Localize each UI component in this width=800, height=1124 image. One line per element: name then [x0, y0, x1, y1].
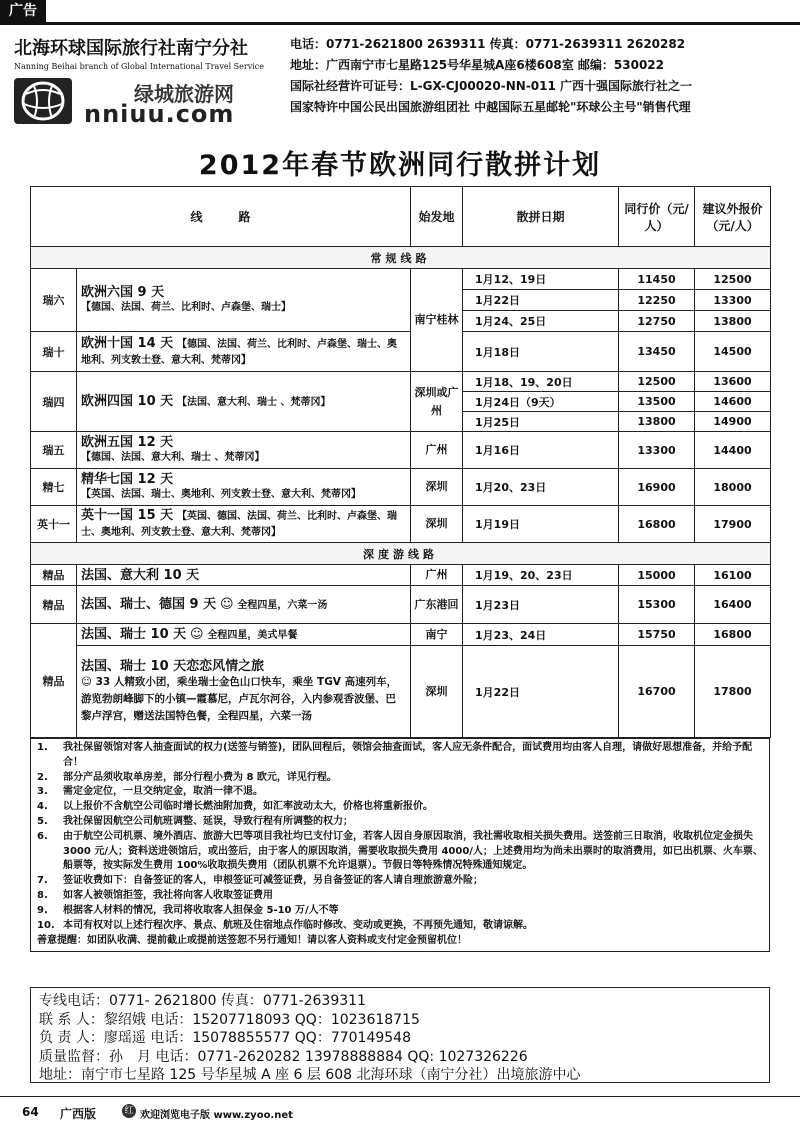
- departure-city: 广东港回: [411, 586, 463, 624]
- table-header-row: [31, 187, 771, 247]
- contact-footer: [30, 987, 770, 1083]
- tour-date: 1月16日: [463, 432, 619, 469]
- note-number: 1.: [37, 742, 48, 753]
- tour-date: 1月12、19日: [463, 269, 619, 290]
- tour-date: 1月24、25日: [463, 311, 619, 332]
- note-item: [37, 889, 763, 904]
- route-code: 瑞六: [31, 269, 77, 332]
- table-row: [31, 565, 771, 586]
- departure-city: 南宁桂林: [411, 269, 463, 372]
- retail-price: 16800: [695, 624, 771, 646]
- note-text: 需定金定位，一旦交纳定金，取消一律不退。: [63, 786, 263, 798]
- route-cell: [77, 646, 411, 738]
- note-warning: 善意提醒：如团队收满、提前截止或提前送签恕不另行通知！请以客人资料或支付定金预留机位！: [37, 935, 467, 947]
- route-title: 欧洲六国 9 天: [81, 285, 165, 300]
- peer-price: 13300: [619, 432, 695, 469]
- table-row: [31, 269, 771, 290]
- route-title: 法国、意大利 10 天: [81, 567, 200, 583]
- table-row: [31, 624, 771, 646]
- red-circle-icon: 红: [122, 1104, 136, 1118]
- tour-date: 1月18、19、20日: [463, 372, 619, 392]
- route-note: 33 人精致小团，乘坐瑞士金色山口快车，乘坐 TGV 高速列车，游览勃朗峰脚下的小镇—霞慕尼，卢瓦尔河谷，入内参观香波堡、巴黎卢浮宫，赠送法国特色餐，全程四星，六菜一汤: [81, 675, 398, 722]
- note-number: 6.: [37, 830, 48, 842]
- route-title: 法国、瑞士 10 天: [81, 626, 187, 642]
- company-name-en: Nanning Beihai branch of Global International Travel Service: [14, 62, 265, 71]
- note-text: 如客人被领馆拒签，我社将向客人收取签证费用: [63, 889, 273, 901]
- tour-date: 1月19、20、23日: [463, 565, 619, 586]
- tour-date: 1月18日: [463, 332, 619, 372]
- route-cell: [77, 332, 411, 372]
- note-item: [37, 919, 763, 934]
- route-code: 精七: [31, 469, 77, 506]
- peer-price: 11450: [619, 269, 695, 290]
- tour-date: 1月22日: [463, 290, 619, 311]
- peer-price: 13500: [619, 392, 695, 412]
- note-item: [37, 800, 763, 815]
- brand-logo: [14, 76, 284, 126]
- note-number: 3.: [37, 786, 48, 798]
- header-departure: 始发地: [411, 187, 463, 247]
- header-peer-price: 同行价（元/人）: [619, 187, 695, 247]
- header-dates: 散拼日期: [463, 187, 619, 247]
- route-code: 瑞四: [31, 372, 77, 432]
- route-code: 瑞十: [31, 332, 77, 372]
- tour-date: 1月23、24日: [463, 624, 619, 646]
- company-name-cn: 北海环球国际旅行社南宁分社: [14, 38, 248, 59]
- retail-price: 17800: [695, 646, 771, 738]
- retail-price: 13300: [695, 290, 771, 311]
- route-cell: [77, 565, 411, 586]
- tour-date: 1月20、23日: [463, 469, 619, 506]
- smile-icon: ☺: [190, 626, 204, 642]
- route-cell: [77, 372, 411, 432]
- note-number: 4.: [37, 801, 48, 813]
- retail-price: 14400: [695, 432, 771, 469]
- table-row: [31, 646, 771, 738]
- peer-price: 12750: [619, 311, 695, 332]
- section-row-regular: [31, 247, 771, 269]
- departure-city: 广州: [411, 565, 463, 586]
- footer-line: 地址：南宁市七星路 125 号华星城 A 座 6 层 608 北海环球（南宁分社）出境旅游中心: [39, 1067, 581, 1083]
- departure-city: 深圳或广州: [411, 372, 463, 432]
- smile-icon: ☺: [219, 596, 234, 612]
- note-number: 8.: [37, 889, 48, 901]
- peer-price: 16700: [619, 646, 695, 738]
- table-row: [31, 506, 771, 543]
- table-row: [31, 432, 771, 469]
- departure-city: 深圳: [411, 506, 463, 543]
- footer-line: 专线电话：0771- 2621800 传真：0771-2639311: [39, 993, 366, 1009]
- route-cell: [77, 506, 411, 543]
- peer-price: 13450: [619, 332, 695, 372]
- tour-date: 1月19日: [463, 506, 619, 543]
- note-number: 7.: [37, 875, 48, 887]
- tour-price-table: [30, 186, 771, 738]
- route-title: 欧洲十国 14 天: [81, 335, 174, 351]
- contact-line: 电话：0771-2621800 2639311 传真：0771-2639311 2620282: [290, 37, 686, 51]
- retail-price: 16100: [695, 565, 771, 586]
- note-item: [37, 771, 763, 786]
- table-row: [31, 372, 771, 392]
- route-countries: 【德国、法国、意大利、瑞士 、梵蒂冈】: [81, 452, 265, 463]
- note-item: [37, 741, 763, 771]
- note-item: [37, 904, 763, 919]
- website-link[interactable]: 欢迎浏览电子版 www.zyoo.net: [140, 1110, 293, 1121]
- header-route: 线 路: [31, 187, 411, 247]
- route-cell: [77, 624, 411, 646]
- route-title: 欧洲五国 12 天: [81, 435, 174, 450]
- page-title: 2012年春节欧洲同行散拼计划: [198, 150, 602, 181]
- note-item: [37, 874, 763, 889]
- retail-price: 18000: [695, 469, 771, 506]
- brand-name-cn: 绿城旅游网: [134, 82, 234, 106]
- peer-price: 12250: [619, 290, 695, 311]
- route-code: 英十一: [31, 506, 77, 543]
- note-text: 我社保留因航空公司航班调整、延误，导致行程有所调整的权力；: [63, 815, 353, 827]
- departure-city: 深圳: [411, 469, 463, 506]
- note-number: 10.: [37, 919, 55, 931]
- footer-line: 质量监督：孙 月 电话：0771-2620282 13978888884 QQ: 1027326226: [39, 1048, 528, 1065]
- route-countries: 【德国、法国、荷兰、比利时、卢森堡、瑞士】: [81, 302, 291, 313]
- route-note-block: [81, 674, 406, 725]
- peer-price: 16800: [619, 506, 695, 543]
- header-retail-price: 建议外报价（元/人）: [695, 187, 771, 247]
- footer-line: 负 责 人：廖瑶遥 电话：15078855577 QQ：770149548: [39, 1030, 411, 1046]
- retail-price: 12500: [695, 269, 771, 290]
- note-item: [37, 830, 763, 874]
- note-number: 9.: [37, 904, 48, 916]
- contact-info: [290, 34, 795, 118]
- note-text: 根据客人材料的情况，我司将收取客人担保金 5-10 万/人不等: [63, 904, 339, 916]
- route-code: 精品: [31, 586, 77, 624]
- smile-icon: ☺: [81, 675, 92, 688]
- retail-price: 14500: [695, 332, 771, 372]
- edition-label: 广西版: [60, 1107, 97, 1121]
- tour-date: 1月22日: [463, 646, 619, 738]
- contact-line: 国际社经营许可证号：L-GX-CJ00020-NN-011 广西十强国际旅行社之一: [290, 79, 693, 93]
- contact-line: 地址：广西南宁市七星路125号华星城A座6楼608室 邮编：530022: [290, 58, 665, 72]
- peer-price: 15300: [619, 586, 695, 624]
- route-code: 精品: [31, 624, 77, 738]
- note-text: 我社保留领馆对客人抽查面试的权力(送签与销签)，团队回程后，领馆会抽查面试，客人应无条件配合，面试费用均由客人自理，请做好思想准备，并给予配合！: [63, 742, 753, 768]
- route-countries: 【法国、意大利、瑞士 、梵蒂冈】: [177, 396, 331, 408]
- table-row: [31, 469, 771, 506]
- route-title: 法国、瑞士、德国 9 天: [81, 596, 217, 612]
- note-item: [37, 815, 763, 830]
- route-title: 精华七国 12 天: [81, 472, 174, 487]
- note-number: 2.: [37, 771, 48, 783]
- route-cell: [77, 586, 411, 624]
- peer-price: 12500: [619, 372, 695, 392]
- retail-price: 17900: [695, 506, 771, 543]
- page-footer: [0, 1096, 800, 1124]
- route-cell: [77, 432, 411, 469]
- route-cell: [77, 469, 411, 506]
- route-cell: [77, 269, 411, 332]
- table-row: [31, 332, 771, 372]
- route-countries: 【英国、德国、法国、荷兰、比利时、卢森堡、瑞士、奥地利、列支敦士登、意大利、梵蒂冈】: [81, 511, 397, 538]
- route-title: 英十一国 15 天: [81, 508, 174, 523]
- brand-url[interactable]: nniuu.com: [84, 100, 235, 128]
- note-text: 由于航空公司机票、境外酒店、旅游大巴等项目我社均已支付订金，若客人因自身原因取消，我社需收取相关损失费用。送签前三日取消，收取机位定金损失 3000 元/人；资料送进领馆后，或出签后，由于客人的原因取消，需要收取损失费用 4000/人；上述费用均为尚未出票时的取消费用，如已出机票、火车票、船票等，按实际发生费用 100%收取损失费用（团队机票不允许退票）。节假日等特殊情况特殊通知规定。: [63, 830, 763, 872]
- departure-city: 南宁: [411, 624, 463, 646]
- note-text: 以上报价不含航空公司临时增长燃油附加费，如汇率波动太大，价格也将重新报价。: [63, 801, 433, 813]
- departure-city: 广州: [411, 432, 463, 469]
- section-title: 深度游线路: [31, 543, 771, 565]
- note-item: [37, 785, 763, 800]
- route-title: 欧洲四国 10 天: [81, 393, 174, 409]
- retail-price: 14600: [695, 392, 771, 412]
- peer-price: 15000: [619, 565, 695, 586]
- peer-price: 13800: [619, 412, 695, 432]
- route-note: 全程四星，美式早餐: [207, 629, 298, 641]
- footer-line: 联 系 人：黎绍娥 电话：15207718093 QQ：1023618715: [39, 1011, 420, 1028]
- ad-tag: 广告: [0, 0, 46, 22]
- route-title: 法国、瑞士 10 天恋恋风情之旅: [81, 658, 265, 674]
- terms-notes: [30, 738, 770, 952]
- peer-price: 16900: [619, 469, 695, 506]
- tour-date: 1月23日: [463, 586, 619, 624]
- route-code: 精品: [31, 565, 77, 586]
- retail-price: 13600: [695, 372, 771, 392]
- company-header: [14, 34, 284, 71]
- tour-date: 1月25日: [463, 412, 619, 432]
- route-note: 全程四星，六菜一汤: [237, 599, 328, 611]
- page-number: 64: [22, 1105, 39, 1119]
- retail-price: 16400: [695, 586, 771, 624]
- retail-price: 14900: [695, 412, 771, 432]
- departure-city: 深圳: [411, 646, 463, 738]
- peer-price: 15750: [619, 624, 695, 646]
- retail-price: 13800: [695, 311, 771, 332]
- route-countries: 【德国、法国、荷兰、比利时、卢森堡、瑞士、奥地利、列支敦士登、意大利、梵蒂冈】: [81, 338, 397, 366]
- note-text: 签证收费如下：自备签证的客人，申根签证可减签证费，另自备签证的客人请自理旅游意外险；: [63, 875, 483, 887]
- section-row-deep: [31, 543, 771, 565]
- section-title: 常规线路: [31, 247, 771, 269]
- route-code: 瑞五: [31, 432, 77, 469]
- note-number: 5.: [37, 815, 48, 827]
- top-rule: [0, 22, 800, 25]
- note-text: 本司有权对以上述行程次序、景点、航班及住宿地点作临时修改、变动或更换，不再预先通知，敬请谅解。: [63, 919, 533, 931]
- table-row: [31, 586, 771, 624]
- route-countries: 【英国、法国、瑞士、奥地利、列支敦士登、意大利、梵蒂冈】: [81, 489, 361, 500]
- note-text: 部分产品须收取单房差，部分行程小费为 8 欧元，详见行程。: [63, 771, 337, 783]
- tour-date: 1月24日（9天）: [463, 392, 619, 412]
- globe-logo-icon: [14, 78, 72, 124]
- contact-line: 国家特许中国公民出国旅游组团社 中越国际五星邮轮"环球公主号"销售代理: [290, 100, 691, 114]
